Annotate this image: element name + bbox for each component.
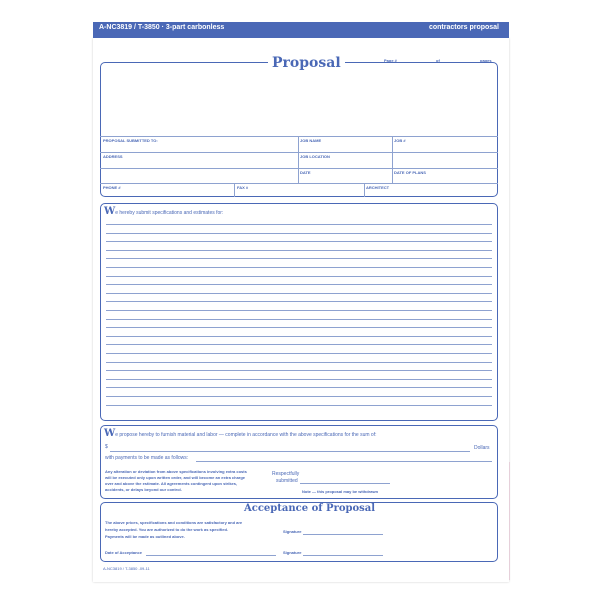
ruled-line	[106, 353, 492, 354]
propose-text: We propose hereby to furnish material and labor — complete in accordance with the above specifications for the sum of:	[104, 428, 377, 439]
signature-line-2	[303, 555, 383, 556]
header-vline-2	[392, 136, 393, 183]
fine-print-4: accidents, or delays beyond our control.	[105, 487, 182, 492]
date-of-acceptance-line	[146, 555, 276, 556]
label-architect: ARCHITECT	[366, 185, 390, 190]
ruled-line	[106, 379, 492, 380]
fine-print-1: Any alteration or deviation from above specifications involving extra costs	[105, 469, 247, 474]
ruled-line	[106, 258, 492, 259]
ruled-line	[106, 293, 492, 294]
of-label: of	[436, 58, 440, 63]
header-line-4	[100, 183, 498, 184]
pages-label: pages	[480, 58, 492, 63]
payments-line	[196, 461, 492, 462]
label-job-location: JOB LOCATION	[300, 154, 330, 159]
ruled-line	[106, 405, 492, 406]
ruled-line	[106, 233, 492, 234]
ruled-line	[106, 396, 492, 397]
ruled-line	[106, 250, 492, 251]
header-box	[100, 62, 498, 197]
submitted-line	[300, 483, 390, 484]
ruled-line	[106, 267, 492, 268]
amount-line	[110, 451, 470, 452]
fine-print-3: over and above the estimate. All agreements contingent upon strikes,	[105, 481, 238, 486]
label-phone: PHONE #	[103, 185, 121, 190]
dollar-sign: $	[105, 444, 108, 450]
note-text: Note — this proposal may be withdrawn	[302, 489, 379, 494]
page-label: Page #	[384, 58, 397, 63]
header-line-2	[100, 152, 498, 153]
ruled-line	[106, 362, 492, 363]
ruled-line	[106, 301, 492, 302]
label-date: DATE	[300, 170, 311, 175]
submitted-label: submitted	[276, 478, 298, 484]
ruled-line	[106, 276, 492, 277]
header-line-1	[100, 136, 498, 137]
label-fax: FAX #	[237, 185, 249, 190]
ruled-line	[106, 327, 492, 328]
ruled-line	[106, 241, 492, 242]
acceptance-text-2: hereby accepted. You are authorized to do the work as specified.	[105, 527, 228, 532]
acceptance-text-1: The above prices, specifications and conditions are satisfactory and are	[105, 520, 243, 525]
ruled-line	[106, 336, 492, 337]
acceptance-title: Acceptance of Proposal	[244, 503, 376, 514]
ruled-line	[106, 224, 492, 225]
footer-code: A-NC3819 / T-3850 -09-11	[103, 566, 150, 571]
acceptance-text-3: Payments will be made as outlined above.	[105, 534, 185, 539]
header-line-3	[100, 168, 498, 169]
form-code: A-NC3819 / T-3850 · 3-part carbonless	[99, 24, 225, 31]
product-name: contractors proposal	[428, 24, 499, 31]
fine-print-2: will be executed only upon written order, and will become an extra charge	[105, 475, 246, 480]
ruled-line	[106, 387, 492, 388]
specs-intro: We hereby submit specifications and estimates for:	[104, 206, 224, 217]
signature-label-1: Signature	[283, 529, 302, 534]
signature-line-1	[303, 534, 383, 535]
label-address: ADDRESS	[103, 154, 123, 159]
payments-text: with payments to be made as follows:	[105, 455, 189, 461]
form-header-bar	[93, 22, 509, 38]
ruled-line	[106, 370, 492, 371]
label-proposal-submitted-to: PROPOSAL SUBMITTED TO:	[103, 138, 158, 143]
header-vline-3	[234, 183, 235, 197]
date-of-acceptance-label: Date of Acceptance	[105, 550, 142, 555]
respectfully-label: Respectfully	[272, 471, 300, 477]
ruled-line	[106, 319, 492, 320]
label-job-name: JOB NAME	[300, 138, 322, 143]
form-title: Proposal	[268, 55, 345, 71]
ruled-line	[106, 344, 492, 345]
header-vline-4	[364, 183, 365, 197]
label-date-of-plans: DATE OF PLANS	[394, 170, 426, 175]
label-job-number: JOB #	[394, 138, 406, 143]
dollars-label: Dollars	[474, 445, 490, 451]
signature-label-2: Signature	[283, 550, 302, 555]
ruled-line	[106, 284, 492, 285]
header-vline-1	[298, 136, 299, 183]
ruled-line	[106, 310, 492, 311]
